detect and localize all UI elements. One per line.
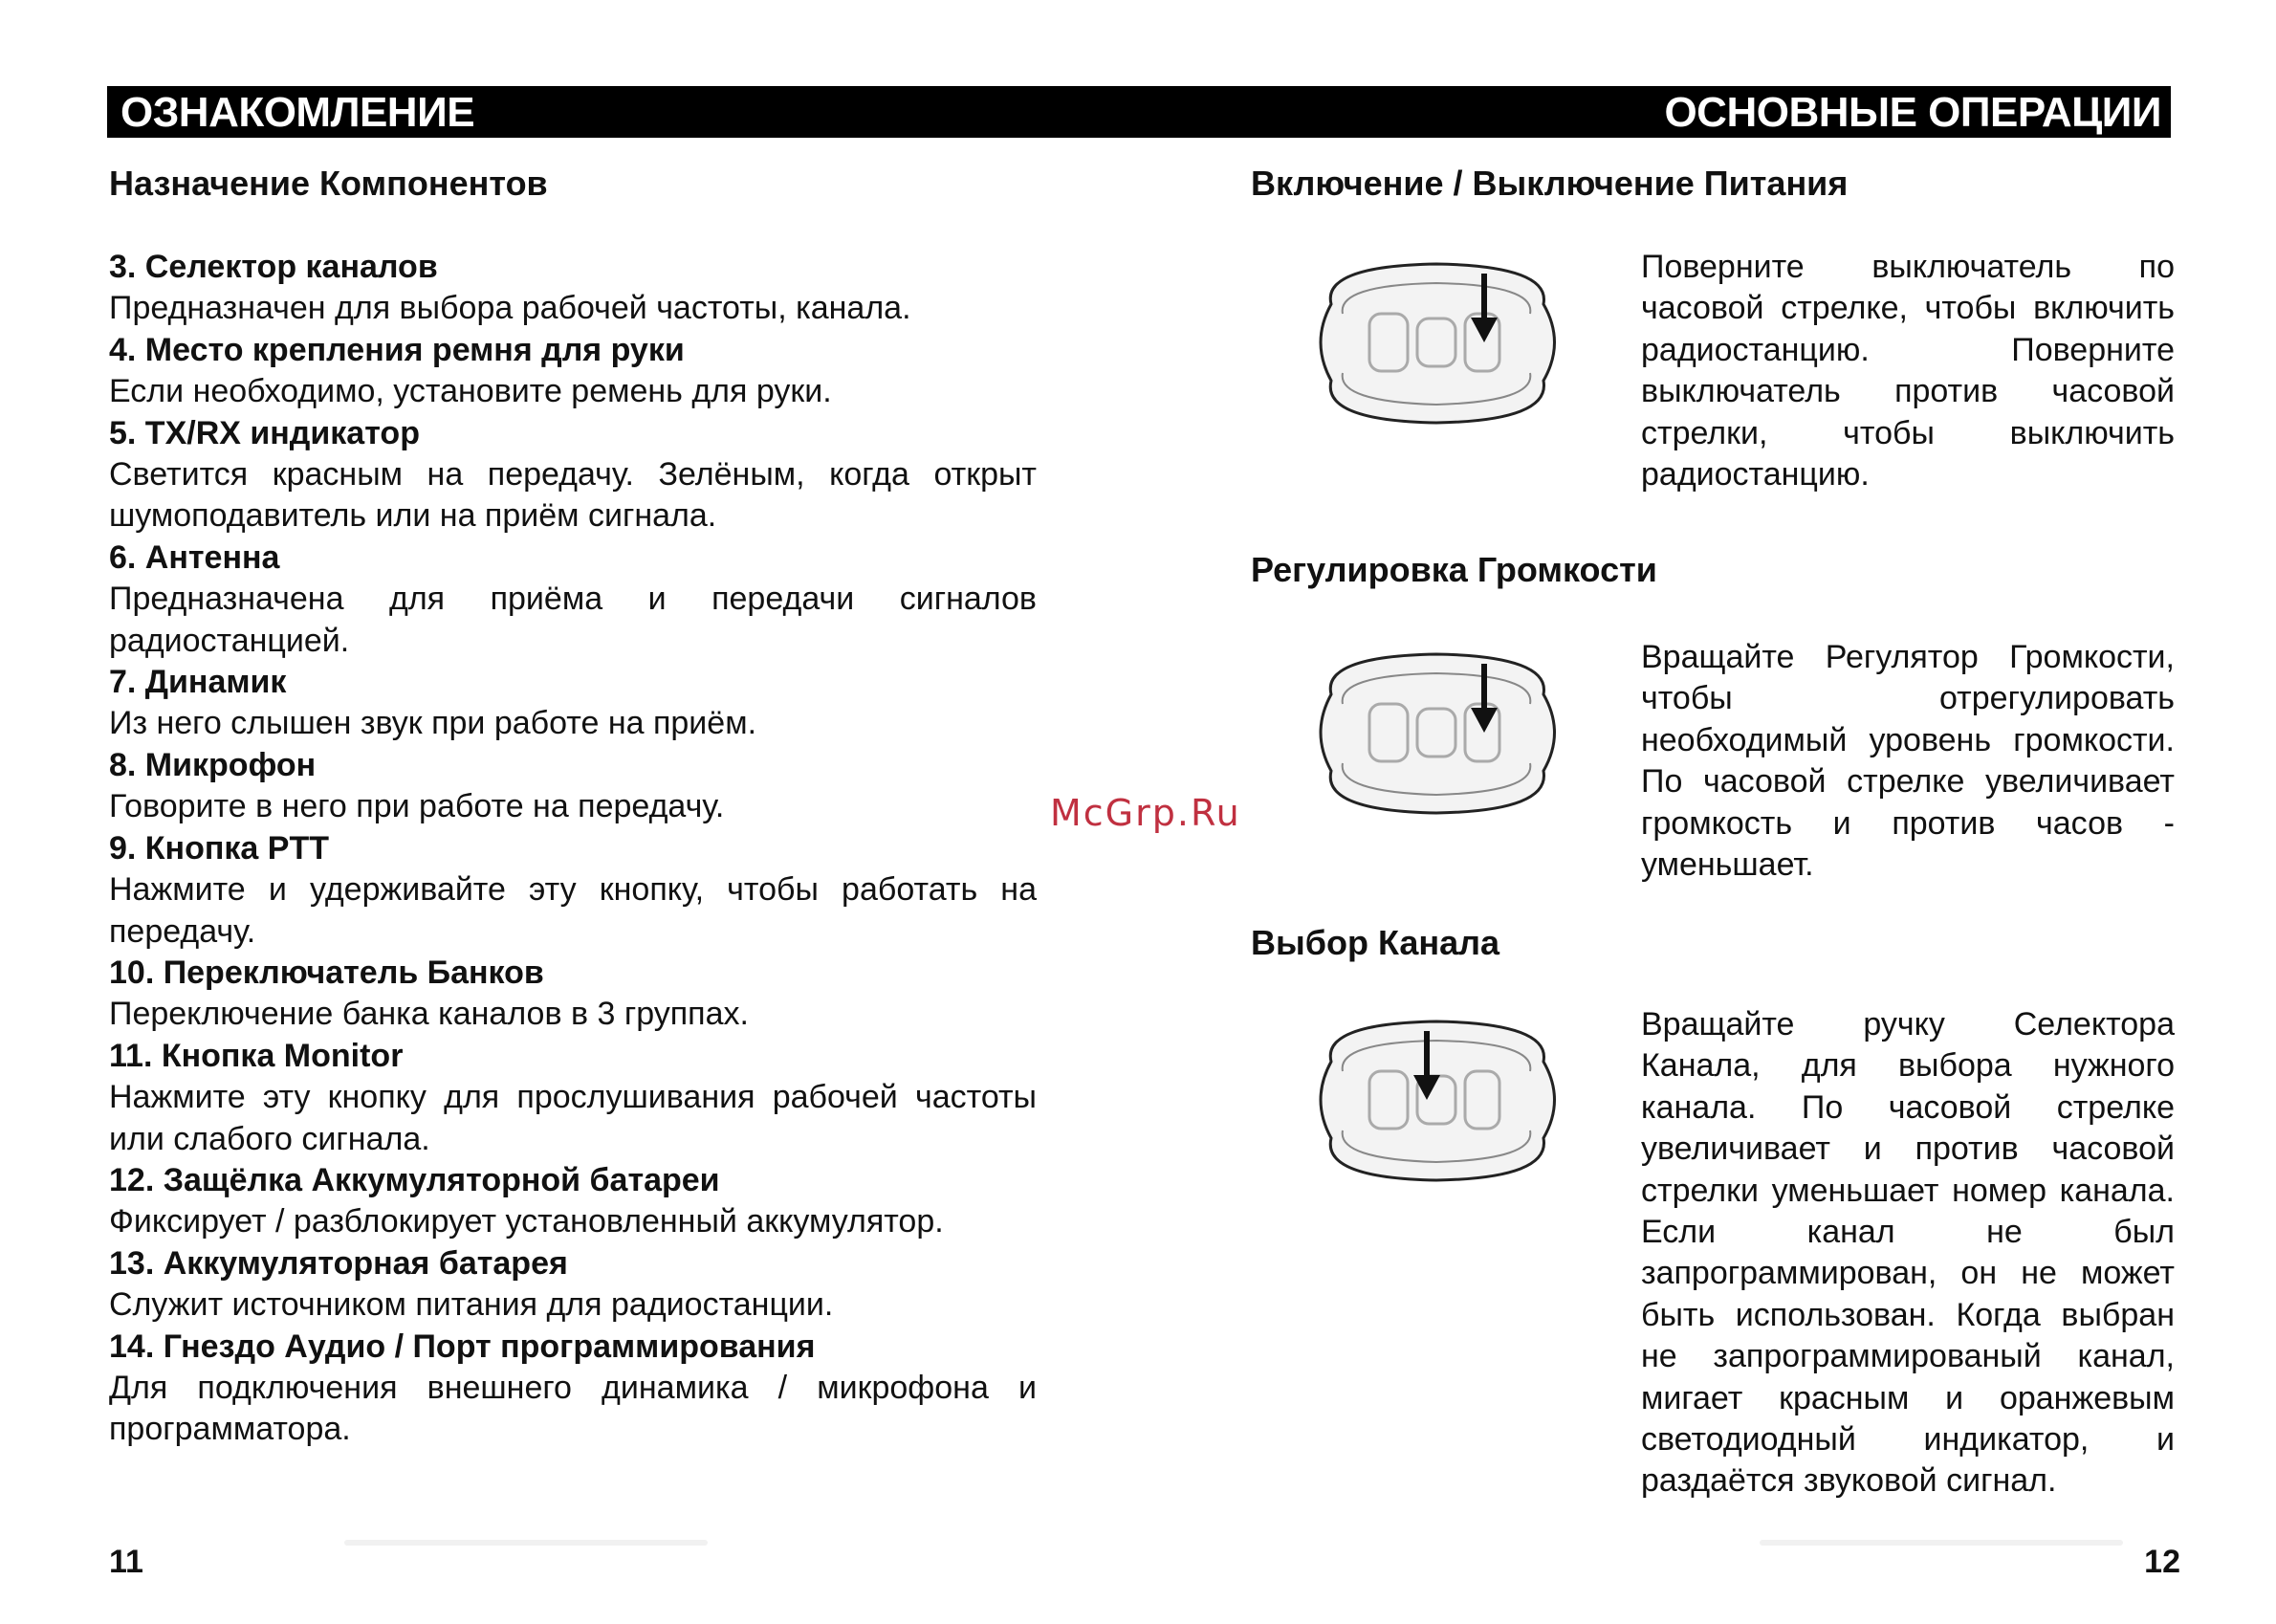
component-item [109,1036,1037,1160]
page-number-left: 11 [109,1544,143,1580]
component-item-text: Для подключения внешнего динамика / микрофона и программатора. [109,1369,1037,1448]
component-item [109,662,1037,745]
component-item [109,413,1037,538]
channel-instructions: Вращайте ручку Селектора Канала, для выбора нужного канала. По часовой стрелке увеличивает и против часовой стрелки уменьшает номер канала. Если канал не был запрограммирован, он не может быть использован. Когда выбран не запрограммированый канал, мигает красным и оранжевым светодиодный индикатор, и раздаётся звуковой сигнал. [1641,1006,2175,1500]
power-section-title: Включение / Выключение Питания [1251,164,1849,203]
header-bar [107,86,2171,138]
right-page-header: ОСНОВНЫЕ ОПЕРАЦИИ [1664,89,2161,136]
component-item-text: Нажмите и удерживайте эту кнопку, чтобы работать на передачу. [109,871,1037,950]
component-item-text: Говорите в него при работе на передачу. [109,788,725,825]
component-item [109,1327,1037,1451]
component-item-title: 14. Гнездо Аудио / Порт программирования [109,1328,816,1365]
component-item [109,247,1037,330]
component-item-text: Предназначен для выбора рабочей частоты, канала. [109,290,911,327]
component-item-text: Переключение банка каналов в 3 группах. [109,996,749,1033]
component-item-title: 11. Кнопка Monitor [109,1037,404,1074]
component-item-title: 10. Переключатель Банков [109,954,544,991]
component-item [109,745,1037,828]
volume-instructions: Вращайте Регулятор Громкости, чтобы отрегулировать необходимый уровень громкости. По часовой стрелке увеличивает громкость и против часов - уменьшает. [1641,639,2175,884]
channel-section [1251,922,2175,1515]
component-item-title: 9. Кнопка PTT [109,829,329,867]
component-item-text: Из него слышен звук при работе на приём. [109,705,757,742]
component-item-text: Служит источником питания для радиостанции. [109,1286,834,1324]
footer-divider-right [1760,1540,2123,1546]
component-item-title: 5. TX/RX индикатор [109,414,420,451]
watermark: McGrp.Ru [1050,792,1241,834]
component-item-text: Предназначена для приёма и передачи сигналов радиостанцией. [109,581,1037,659]
left-page-header: ОЗНАКОМЛЕНИЕ [120,89,475,136]
left-page-column [109,163,1037,1451]
component-item-title: 7. Динамик [109,664,287,701]
component-item-title: 13. Аккумуляторная батарея [109,1244,568,1282]
component-item [109,330,1037,413]
component-item-title: 4. Место крепления ремня для руки [109,331,685,368]
channel-section-title: Выбор Канала [1251,923,1500,962]
components-section-title: Назначение Компонентов [109,164,548,203]
component-item-text: Светится красным на передачу. Зелёным, когда открыт шумоподавитель или на приём сигнала. [109,456,1037,535]
volume-section [1251,549,2175,884]
volume-section-title: Регулировка Громкости [1251,550,1657,589]
components-list [109,247,1037,1451]
component-item-title: 3. Селектор каналов [109,249,438,285]
component-item [109,828,1037,953]
page-number-right: 12 [2144,1544,2180,1580]
component-item [109,1243,1037,1327]
component-item-title: 8. Микрофон [109,746,317,783]
component-item [109,538,1037,662]
component-item [109,1160,1037,1243]
component-item-text: Фиксирует / разблокирует установленный аккумулятор. [109,1203,944,1240]
power-section [1251,163,2175,507]
component-item-title: 6. Антенна [109,538,280,576]
power-knob-illustration [1293,247,1580,438]
component-item-text: Если необходимо, установите ремень для руки. [109,373,832,410]
channel-knob-illustration [1293,1004,1580,1196]
volume-knob-illustration [1293,637,1580,828]
power-instructions: Поверните выключатель по часовой стрелке, чтобы включить радиостанцию. Поверните выключатель против часовой стрелки, чтобы выключить радиостанцию. [1641,249,2175,494]
component-item [109,953,1037,1036]
component-item-text: Нажмите эту кнопку для прослушивания рабочей частоты или слабого сигнала. [109,1079,1037,1157]
component-item-title: 12. Защёлка Аккумуляторной батареи [109,1161,720,1198]
footer-divider-left [344,1540,708,1546]
